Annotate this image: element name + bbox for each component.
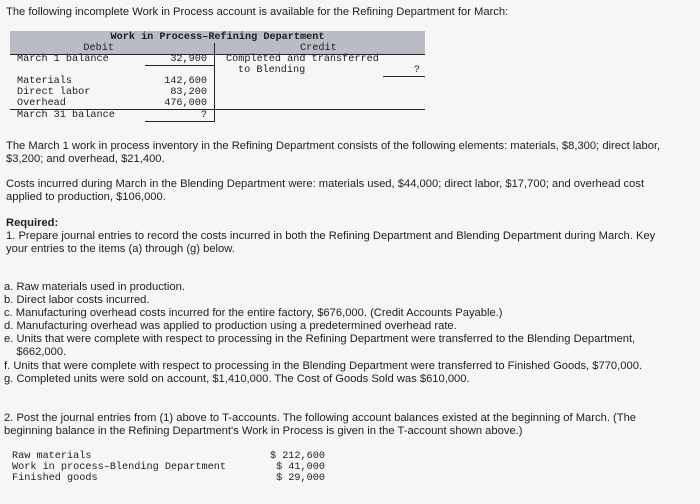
list-item: c. Manufacturing overhead costs incurred for the entire factory, $676,000. (Credit Accounts Payable.) <box>4 307 503 319</box>
refining-wip-text: $3,200; and overhead, $21,400. <box>6 153 165 165</box>
table-row-label: Work in process–Blending Department <box>12 462 226 473</box>
total-line <box>145 121 214 122</box>
debit-row-label: Overhead <box>17 98 66 109</box>
debit-row-amount: 32,900 <box>170 54 207 65</box>
t-account-center-line <box>214 43 215 122</box>
table-row-label: Finished goods <box>12 473 98 484</box>
list-item: g. Completed units were sold on account, $1,410,000. The Cost of Goods Sold was $610,000. <box>4 373 470 385</box>
subtotal-line <box>145 65 214 66</box>
debit-row-amount: ? <box>200 110 207 121</box>
debit-row-label: March 31 balance <box>17 110 115 121</box>
requirement-2: beginning balance in the Refining Department's Work in Process is given in the T-account shown above.) <box>4 425 523 437</box>
refining-wip-text: The March 1 work in process inventory in the Refining Department consists of the following elements: materials, $8,300; direct labor, <box>6 140 661 152</box>
debit-row-amount: 476,000 <box>164 98 207 109</box>
list-item: $662,000. <box>4 346 67 358</box>
debit-row-label: March 1 balance <box>17 54 109 65</box>
list-item: d. Manufacturing overhead was applied to production using a predetermined overhead rate. <box>4 320 457 332</box>
required-heading: Required: <box>6 217 59 229</box>
credit-row-label-1: Completed and transferred <box>226 54 379 65</box>
list-item: f. Units that were complete with respect to processing in the Blending Department were transferred to Finished Goods, $770,000. <box>4 360 643 372</box>
credit-row-amount: ? <box>413 65 420 76</box>
debit-row-label: Direct labor <box>17 87 91 98</box>
credit-total-line <box>383 76 425 77</box>
t-account-title: Work in Process–Refining Department <box>110 32 325 43</box>
table-row-amount: $ 29,000 <box>276 473 325 484</box>
requirement-1: your entries to the items (a) through (g) below. <box>6 243 235 255</box>
list-item: b. Direct labor costs incurred. <box>4 294 150 306</box>
debit-row-amount: 83,200 <box>170 87 207 98</box>
blending-costs-text: applied to production, $106,000. <box>6 191 166 203</box>
table-row-amount: $ 41,000 <box>276 462 325 473</box>
intro-text: The following incomplete Work in Process account is available for the Refining Department for March: <box>6 6 509 18</box>
credit-row-label-2: to Blending <box>238 65 306 76</box>
table-row-amount: $ 212,600 <box>269 451 325 462</box>
list-item: e. Units that were complete with respect to processing in the Refining Department were transferred to the Blending Department, <box>4 333 636 345</box>
requirement-1: 1. Prepare journal entries to record the costs incurred in both the Refining Department and Blending Department during March. Key <box>6 230 656 242</box>
table-row-label: Raw materials <box>12 451 92 462</box>
debit-row-label: Materials <box>17 76 73 87</box>
requirement-2: 2. Post the journal entries from (1) above to T-accounts. The following account balances existed at the beginning of March. (The <box>4 412 637 424</box>
blending-costs-text: Costs incurred during March in the Blending Department were: materials used, $44,000; direct labor, $17,700; and overhead cost <box>6 178 645 190</box>
list-item: a. Raw materials used in production. <box>4 281 185 293</box>
credit-label: Credit <box>300 43 337 54</box>
debit-label: Debit <box>83 43 114 54</box>
debit-row-amount: 142,600 <box>164 76 207 87</box>
